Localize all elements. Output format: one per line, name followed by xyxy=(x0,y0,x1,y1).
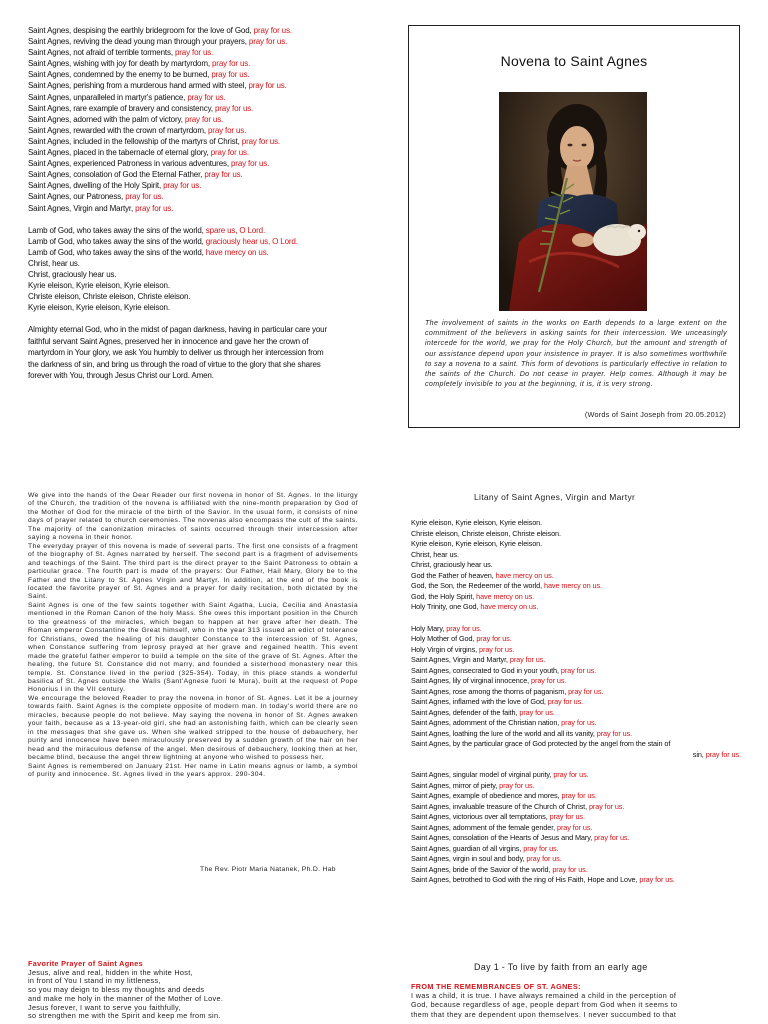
litany-invocation xyxy=(411,560,741,571)
litany-invocation-text: Kyrie eleison, Kyrie eleison, Kyrie eleison. xyxy=(411,518,543,527)
litany-line xyxy=(28,203,388,214)
prayer-line: Almighty eternal God, who in the midst of pagan darkness, having in particular care your xyxy=(28,325,327,335)
litany-invocation xyxy=(411,550,741,561)
litany-invocation xyxy=(411,875,741,886)
favorite-prayer-title: Favorite Prayer of Saint Agnes xyxy=(28,959,143,968)
lamb-line-text: Lamb of God, who takes away the sins of the world, xyxy=(28,236,204,246)
lamb-line-response: graciously hear us, O Lord. xyxy=(205,236,298,246)
litany-line-text: Saint Agnes, not afraid of terrible torments, xyxy=(28,48,173,58)
litany-line xyxy=(28,69,388,80)
litany-invocation-response: pray for us. xyxy=(552,864,588,874)
litany-invocation-response: pray for us. xyxy=(639,875,675,884)
litany-invocation-response: have mercy on us. xyxy=(544,581,602,590)
litany-line xyxy=(28,80,388,91)
litany-invocation-response: pray for us. xyxy=(547,697,584,706)
litany-line-response: pray for us. xyxy=(208,125,247,135)
litany-invocation-text: Saint Agnes, Virgin and Martyr, xyxy=(411,655,508,664)
litany-invocation-text: Saint Agnes, virgin in soul and body, xyxy=(411,854,525,863)
litany-invocation xyxy=(411,581,741,592)
litany-invocation-text: Saint Agnes, loathing the lure of the world and all its vanity, xyxy=(411,728,595,738)
litany-invocation xyxy=(411,592,741,603)
litany-invocation xyxy=(411,844,741,855)
lamb-line xyxy=(28,225,388,236)
litany-line-response: pray for us. xyxy=(211,70,250,80)
litany-invocation xyxy=(411,624,741,635)
litany-invocation-response: pray for us. xyxy=(531,676,567,685)
litany-invocation-response: pray for us. xyxy=(568,686,604,696)
lamb-line xyxy=(28,269,388,280)
lamb-line xyxy=(28,236,388,247)
litany-invocation xyxy=(411,739,741,750)
lamb-line xyxy=(28,302,388,313)
litany-line-text: Saint Agnes, wishing with joy for death by martyrdom, xyxy=(28,59,210,69)
favorite-prayer-line: so strengthen me with the Spirit and keep me from sin. xyxy=(28,1011,221,1021)
litany-line xyxy=(28,136,388,147)
litany-invocation xyxy=(411,708,741,719)
litany-line-text: Saint Agnes, rare example of bravery and consistency, xyxy=(28,103,213,113)
litany-group-2 xyxy=(411,624,741,750)
litany-line-response: pray for us. xyxy=(214,103,254,113)
litany-invocation xyxy=(411,529,741,540)
prayer-line: the darkness of sin, and bring us through the road of virtue to the glory that she shares xyxy=(28,359,321,369)
favorite-prayer-line: so you may deign to bless my thoughts and deeds xyxy=(28,985,205,995)
day1-title: Day 1 - To live by faith from an early age xyxy=(474,962,648,972)
litany-line xyxy=(28,25,388,36)
litany-invocation-response: have mercy on us. xyxy=(476,591,535,601)
litany-invocation xyxy=(411,823,741,834)
litany-invocation xyxy=(411,865,741,876)
litany-line-text: Saint Agnes, perishing from a murderous hand armed with steel, xyxy=(28,81,247,91)
litany-line-response: pray for us. xyxy=(163,181,202,191)
litany-sin-text: sin, xyxy=(692,749,704,759)
favorite-prayer-line: Jesus, alive and real, hidden in the white Host, xyxy=(28,967,193,977)
lamb-line-text: Kyrie eleison, Kyrie eleison, Kyrie eleison. xyxy=(28,281,170,291)
day1-subheading: FROM THE REMEMBRANCES OF ST. AGNES: xyxy=(411,982,581,991)
intro-paragraph: The everyday prayer of this novena is made of several parts. The first one consists of a fragment of the biography of St. Agnes narrated by herself. The second part is a fragment of advisements and teachings of the Saint. The third part is the direct prayer to the Saint Patroness to obtain a particular grace. The fourth part is made of the prayers: Our Father, Hail Mary, Glory be to the Father and the Litany to St. Agnes Virgin and Martyr. In addition, at the end of the book is located the favorite prayer of St. Agnes and a prayer for daily recitation, both dictated by the Saint. xyxy=(28,542,358,601)
litany-invocation-text: Saint Agnes, by the particular grace of God protected by the angel from the stain of xyxy=(411,739,671,748)
litany-invocation xyxy=(411,666,741,677)
litany-line-response: pray for us. xyxy=(125,192,164,202)
litany-invocation-text: Saint Agnes, defender of the faith, xyxy=(411,707,518,717)
litany-invocation-response: pray for us. xyxy=(499,780,535,790)
litany-line-response: pray for us. xyxy=(187,92,226,102)
litany-line-text: Saint Agnes, despising the earthly bridegroom for the love of God, xyxy=(28,26,252,35)
litany-invocation-text: Saint Agnes, rose among the thorns of paganism, xyxy=(411,686,567,696)
litany-invocation-text: God, the Holy Spirit, xyxy=(411,591,475,601)
favorite-prayer-lines xyxy=(28,969,358,1021)
litany-group-3 xyxy=(411,770,741,886)
litany-line-text: Saint Agnes, Virgin and Martyr, xyxy=(28,203,134,213)
prayer-line: faithful servant Saint Agnes, preserved her in innocence and gave her the crown of xyxy=(28,336,309,346)
litany-line-response: pray for us. xyxy=(174,48,214,58)
closing-prayer xyxy=(28,324,388,381)
litany-line xyxy=(28,125,388,136)
author-signature: The Rev. Piotr Maria Natanek, Ph.D. Hab xyxy=(200,866,336,873)
litany-line-response: pray for us. xyxy=(184,114,224,124)
litany-line-response: pray for us. xyxy=(253,26,292,35)
litany-invocation-response: have mercy on us. xyxy=(495,570,554,580)
litany-invocation-text: God, the Son, the Redeemer of the world, xyxy=(411,581,543,590)
litany-invocation xyxy=(411,854,741,865)
litany-line xyxy=(28,158,388,169)
lamb-line-text: Christe eleison, Christe eleison, Christe eleison. xyxy=(28,292,191,302)
lamb-line-response: have mercy on us. xyxy=(205,247,269,257)
quote-source: (Words of Saint Joseph from 20.05.2012) xyxy=(584,410,726,419)
litany-invocation-response: pray for us. xyxy=(519,707,555,717)
day1-section xyxy=(411,982,741,1019)
litany-line-text: Saint Agnes, included in the fellowship of the martyrs of Christ, xyxy=(28,136,240,146)
portrait-painting xyxy=(499,92,647,311)
litany-invocation xyxy=(411,833,741,844)
litany-line-response: pray for us. xyxy=(248,37,288,47)
litany-invocation-text: Saint Agnes, lily of virginal innocence, xyxy=(411,676,530,685)
lamb-line xyxy=(28,258,388,269)
prayer-line: forever with You, through Jesus Christ our Lord. Amen. xyxy=(28,370,214,380)
intro-paragraph: We encourage the beloved Reader to pray the novena in honor of St. Agnes. Let it be a journey towards faith. Saint Agnes is the complete opposite of modern man. In today's world there are no miracles, because people do not believe. May saying the novena in honor of St. Agnes awaken your faith, because as a 13-year-old girl, she had an astonishing faith, which can be clearly seen in the messages that she gave us. When she walked stripped to the house of debauchery, her purity and innocence have been miraculously preserved by a sudden growth of the hair on her head and the miraculous defense of the angel. Men desirous of debauchery, looking then at her, became blind, because the angel threw lightning at anyone who wished to possess her. xyxy=(28,694,358,762)
intro-paragraph: We give into the hands of the Dear Reader our first novena in honor of St. Agnes. In the liturgy of the Church, the tradition of the novena is affiliated with the nine-month preparation by God of the Mother of God for the miracle of the birth of the Savior. In the usual form, it consists of nine days of prayer related to church ceremonies. The novenas also encompass the cult of the saints. The majority of the canonization miracles of saints occurred through their intercession after saying a novena in their honor. xyxy=(28,492,358,542)
litany-invocation-text: Saint Agnes, mirror of piety, xyxy=(411,780,498,790)
litany-invocation-response: have mercy on us. xyxy=(480,602,539,611)
favorite-prayer-line: and make me holy in the manner of the Mother of Love. xyxy=(28,993,224,1003)
litany-line-response: pray for us. xyxy=(248,81,287,91)
litany-sin-response: pray for us. xyxy=(705,749,741,759)
lamb-line xyxy=(28,247,388,258)
litany-line xyxy=(28,47,388,58)
lamb-line-text: Christ, graciously hear us. xyxy=(28,269,117,279)
litany-line xyxy=(28,191,388,202)
litany-invocation-response: pray for us. xyxy=(479,644,515,654)
litany-invocation-text: Saint Agnes, bride of the Savior of the world, xyxy=(411,864,551,874)
litany-invocation xyxy=(411,655,741,666)
litany-invocation xyxy=(411,518,741,529)
lamb-line xyxy=(28,280,388,291)
litany-invocation xyxy=(411,687,741,698)
litany-of-saint-agnes xyxy=(411,518,741,886)
litany-invocation-response: pray for us. xyxy=(596,728,633,738)
litany-line-text: Saint Agnes, experienced Patroness in various adventures, xyxy=(28,159,229,169)
litany-line-text: Saint Agnes, placed in the tabernacle of eternal glory, xyxy=(28,148,209,158)
day1-text xyxy=(411,991,741,1019)
litany-invocation-response: pray for us. xyxy=(557,822,593,832)
litany-line-text: Saint Agnes, reviving the dead young man through your prayers, xyxy=(28,37,247,47)
litany-invocation-text: Saint Agnes, inflamed with the love of God, xyxy=(411,697,546,706)
litany-continuation xyxy=(28,25,388,381)
litany-invocation-text: God the Father of heaven, xyxy=(411,570,494,580)
litany-lines xyxy=(28,25,388,214)
litany-line xyxy=(28,169,388,180)
litany-invocation-response: pray for us. xyxy=(588,801,625,811)
litany-line-text: Saint Agnes, unparalleled in martyr's patience, xyxy=(28,92,186,102)
litany-invocation-response: pray for us. xyxy=(549,812,585,821)
litany-invocation xyxy=(411,645,741,656)
litany-line xyxy=(28,103,388,114)
lamb-line-text: Lamb of God, who takes away the sins of the world, xyxy=(28,247,204,257)
lamb-line-text: Christ, hear us. xyxy=(28,258,80,268)
litany-invocation-text: Saint Agnes, adornment of the female gender, xyxy=(411,822,556,832)
litany-sin-line xyxy=(411,750,741,761)
litany-invocation-text: Saint Agnes, guardian of all virgins, xyxy=(411,843,522,853)
litany-invocation xyxy=(411,812,741,823)
litany-invocation-text: Holy Virgin of virgins, xyxy=(411,644,478,654)
litany-invocation-response: pray for us. xyxy=(594,833,630,842)
litany-invocation xyxy=(411,802,741,813)
litany-invocation xyxy=(411,718,741,729)
litany-line xyxy=(28,36,388,47)
lamb-line-text: Kyrie eleison, Kyrie eleison, Kyrie eleison. xyxy=(28,303,170,313)
prayer-line: martyrdom in Your glory, we ask You humbly to deliver us through her intercession from xyxy=(28,348,324,358)
litany-line xyxy=(28,58,388,69)
litany-invocation xyxy=(411,602,741,613)
day1-line: God, because regardless of age, people depart from God when it seems to xyxy=(411,1000,678,1010)
litany-invocation xyxy=(411,791,741,802)
lamb-of-god-lines xyxy=(28,225,388,314)
litany-invocation-text: Saint Agnes, example of obedience and mores, xyxy=(411,791,560,800)
lamb-line-response: spare us, O Lord. xyxy=(205,225,266,235)
litany-invocation-text: Saint Agnes, betrothed to God with the ring of His Faith, Hope and Love, xyxy=(411,875,638,884)
litany-invocation-text: Holy Trinity, one God, xyxy=(411,602,479,611)
lamb-line-text: Lamb of God, who takes away the sins of the world, xyxy=(28,225,204,235)
litany-invocation-response: pray for us. xyxy=(509,655,546,664)
litany-invocation xyxy=(411,770,741,781)
saint-joseph-quote: The involvement of saints in the works on Earth depends to a large extent on the commitment of the believers in asking saints for their intercession. We unceasingly intercede for the world, we pray for the Holy Church, but the amount and strength of our assistance depend upon your insistence in prayer. It is also sometimes worthwhile to say a novena to a saint. This form of devotions is particularly effective in relation to the saints of the Church. Do not cease in prayer. Help comes. Although it may be completely invisible to you at the beginning, it is, it is very strong. xyxy=(425,319,727,389)
litany-line-text: Saint Agnes, adorned with the palm of victory, xyxy=(28,114,183,124)
litany-invocation-text: Christe eleison, Christe eleison, Christe eleison. xyxy=(411,528,561,538)
intro-paragraph: Saint Agnes is remembered on January 21st. Her name in Latin means agnus or lamb, a symbol of purity and innocence. St. Agnes lived in the years approx. 290-304. xyxy=(28,762,358,778)
litany-line-response: pray for us. xyxy=(210,148,249,158)
litany-invocation-response: pray for us. xyxy=(476,634,512,643)
litany-invocation xyxy=(411,571,741,582)
favorite-prayer-line: Jesus forever, I want to serve you faithfully, xyxy=(28,1002,181,1012)
litany-invocation-text: Saint Agnes, adornment of the Christian nation, xyxy=(411,718,560,727)
litany-invocation-text: Saint Agnes, consolation of the Hearts of Jesus and Mary, xyxy=(411,833,593,842)
litany-line-response: pray for us. xyxy=(212,59,251,69)
litany-invocation-text: Christ, graciously hear us. xyxy=(411,560,493,569)
litany-invocation-text: Holy Mary, xyxy=(411,623,445,633)
litany-line-text: Saint Agnes, our Patroness, xyxy=(28,192,124,202)
litany-invocation-response: pray for us. xyxy=(561,718,597,727)
litany-line xyxy=(28,92,388,103)
litany-invocation-text: Saint Agnes, singular model of virginal purity, xyxy=(411,770,552,779)
intro-paragraph: Saint Agnes is one of the few saints together with Saint Agatha, Lucia, Cecilia and Anastasia mentioned in the Roman Canon of the holy Mass. She owes this important position in the Church to the greatness of the miracles, which began to happen at her grave after her death. The Roman emperor Constantine the Great himself, who in the year 313 issued an edict of tolerance for Christians, owed the healing of his daughter Constance to the intercession of St. Agnes, when Constance suffering from leprosy prayed at her grave and regained health. This event made the grateful father emperor to build a temple on the site of the grave of St. Agnes. After the healing, the future St. Constance did not marry, and founded a sisterhood monastery near this temple. St. Constance lived in the period (325-354). Today, in this place stands a wonderful basilica of St. Agnes outside the Walls (Sant'Agnese fuori le Mura), built at the request of Pope Honorius I in the VII century. xyxy=(28,601,358,694)
litany-line xyxy=(28,147,388,158)
day1-line: them that they are dependent upon themselves. I never succumbed to that xyxy=(411,1009,677,1019)
litany-invocation-text: Kyrie eleison, Kyrie eleison, Kyrie eleison. xyxy=(411,539,543,548)
favorite-prayer-line: in front of You I stand in my littleness, xyxy=(28,976,161,986)
day1-line: I was a child, it is true. I have always remained a child in the perception of xyxy=(411,991,677,1001)
litany-invocation-response: pray for us. xyxy=(523,843,559,853)
litany-invocation xyxy=(411,634,741,645)
litany-invocation-text: Saint Agnes, invaluable treasure of the Church of Christ, xyxy=(411,801,588,811)
cover-title: Novena to Saint Agnes xyxy=(500,53,648,69)
litany-invocation xyxy=(411,676,741,687)
introduction-text xyxy=(28,492,358,779)
litany-line-response: pray for us. xyxy=(135,203,174,213)
litany-invocation xyxy=(411,729,741,740)
litany-invocation-text: Saint Agnes, victorious over all temptations, xyxy=(411,812,548,821)
litany-line-text: Saint Agnes, dwelling of the Holy Spirit, xyxy=(28,181,162,191)
litany-line xyxy=(28,114,388,125)
litany-group-1 xyxy=(411,518,741,613)
lamb-line xyxy=(28,291,388,302)
litany-line-response: pray for us. xyxy=(204,170,243,180)
litany-invocation xyxy=(411,781,741,792)
litany-line-response: pray for us. xyxy=(231,159,270,169)
litany-invocation xyxy=(411,697,741,708)
saint-agnes-portrait xyxy=(499,92,647,311)
litany-invocation-response: pray for us. xyxy=(526,854,562,863)
litany-line-text: Saint Agnes, consolation of God the Eternal Father, xyxy=(28,170,203,180)
litany-heading: Litany of Saint Agnes, Virgin and Martyr xyxy=(474,492,636,502)
litany-invocation-response: pray for us. xyxy=(560,665,597,675)
litany-invocation-response: pray for us. xyxy=(446,623,482,633)
litany-invocation xyxy=(411,539,741,550)
litany-line xyxy=(28,180,388,191)
favorite-prayer xyxy=(28,960,358,1021)
litany-line-text: Saint Agnes, rewarded with the crown of martyrdom, xyxy=(28,125,206,135)
litany-invocation-text: Holy Mother of God, xyxy=(411,634,475,643)
litany-line-response: pray for us. xyxy=(241,136,280,146)
litany-line-text: Saint Agnes, condemned by the enemy to be burned, xyxy=(28,70,210,80)
litany-invocation-text: Christ, hear us. xyxy=(411,549,459,559)
litany-invocation-response: pray for us. xyxy=(561,791,597,800)
litany-invocation-text: Saint Agnes, consecrated to God in your youth, xyxy=(411,665,559,675)
litany-invocation-response: pray for us. xyxy=(553,770,589,779)
cover-panel xyxy=(408,25,740,428)
